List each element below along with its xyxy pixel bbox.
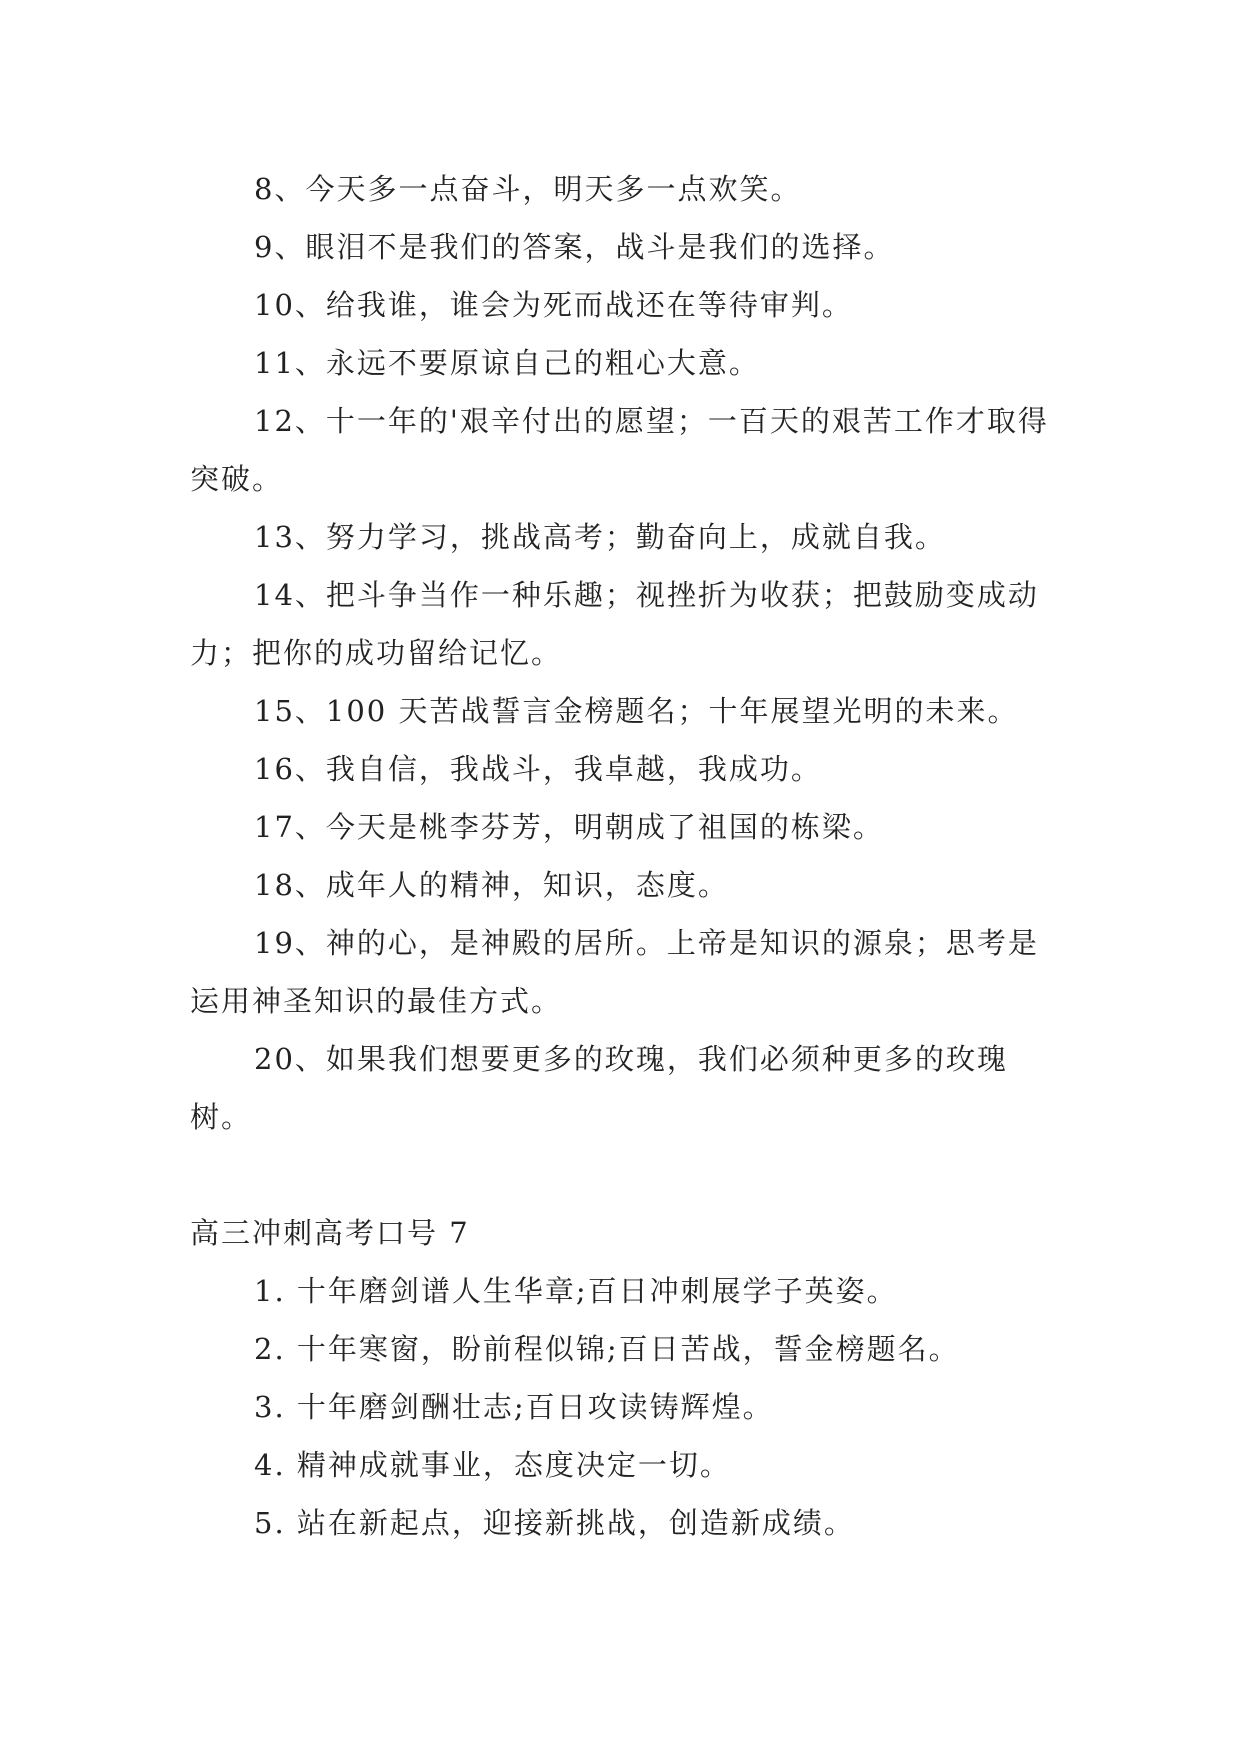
slogan-item-8: 8、今天多一点奋斗，明天多一点欢笑。 bbox=[254, 172, 802, 206]
section7-item-2: 2. 十年寒窗，盼前程似锦;百日苦战，誓金榜题名。 bbox=[254, 1332, 960, 1366]
slogan-item-13: 13、努力学习，挑战高考；勤奋向上，成就自我。 bbox=[254, 520, 946, 554]
document-body bbox=[190, 160, 1050, 1552]
slogan-item-11: 11、永远不要原谅自己的粗心大意。 bbox=[254, 346, 760, 380]
section-spacer bbox=[190, 1146, 1050, 1204]
slogan-item-14: 14、把斗争当作一种乐趣；视挫折为收获；把鼓励变成动力；把你的成功留给记忆。 bbox=[190, 578, 1039, 670]
slogan-item-12: 12、十一年的'艰辛付出的愿望；一百天的艰苦工作才取得突破。 bbox=[190, 404, 1049, 496]
slogan-item-9: 9、眼泪不是我们的答案，战斗是我们的选择。 bbox=[254, 230, 895, 264]
section7-item-5: 5. 站在新起点，迎接新挑战，创造新成绩。 bbox=[254, 1506, 855, 1540]
section7-item-1: 1. 十年磨剑谱人生华章;百日冲刺展学子英姿。 bbox=[254, 1274, 898, 1308]
section7-item-3: 3. 十年磨剑酬壮志;百日攻读铸辉煌。 bbox=[254, 1390, 774, 1424]
slogan-item-16: 16、我自信，我战斗，我卓越，我成功。 bbox=[254, 752, 822, 786]
slogan-item-15: 15、100 天苦战誓言金榜题名；十年展望光明的未来。 bbox=[254, 694, 1019, 728]
section-title: 高三冲刺高考口号 7 bbox=[190, 1216, 470, 1250]
section7-item-4: 4. 精神成就事业，态度决定一切。 bbox=[254, 1448, 731, 1482]
slogan-item-10: 10、给我谁，谁会为死而战还在等待审判。 bbox=[254, 288, 853, 322]
slogan-item-19: 19、神的心，是神殿的居所。上帝是知识的源泉；思考是运用神圣知识的最佳方式。 bbox=[190, 926, 1039, 1018]
slogan-item-20: 20、如果我们想要更多的玫瑰，我们必须种更多的玫瑰树。 bbox=[190, 1042, 1008, 1134]
slogan-item-18: 18、成年人的精神，知识，态度。 bbox=[254, 868, 729, 902]
slogan-item-17: 17、今天是桃李芬芳，明朝成了祖国的栋梁。 bbox=[254, 810, 884, 844]
